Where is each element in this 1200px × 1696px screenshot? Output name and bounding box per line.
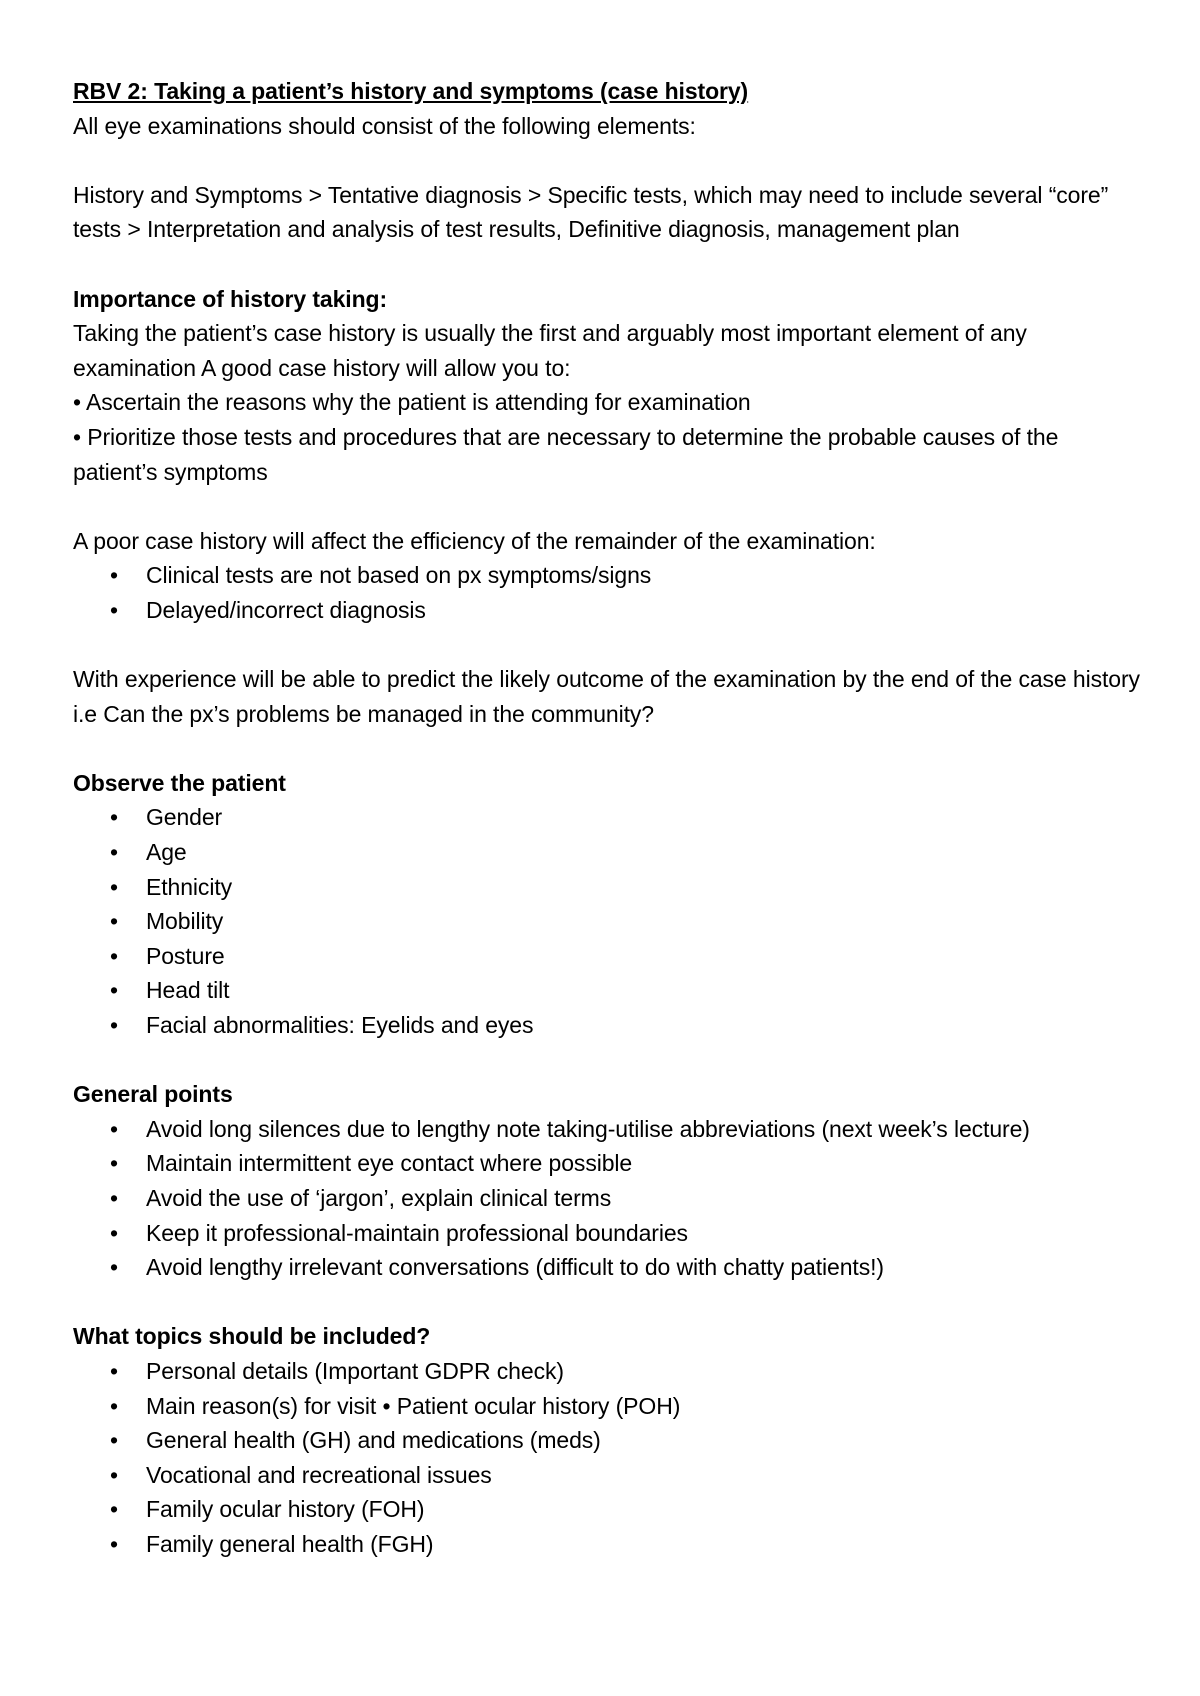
poor-history-list <box>73 558 1143 627</box>
list-item: • Personal details (Important GDPR check) <box>73 1354 1143 1389</box>
document-page <box>73 74 1143 1562</box>
intro-text: All eye examinations should consist of the following elements: <box>73 112 696 139</box>
spacer <box>73 1043 1143 1078</box>
list-item: • Delayed/incorrect diagnosis <box>73 593 1143 628</box>
list-item: • Family general health (FGH) <box>73 1527 1143 1562</box>
document-title: RBV 2: Taking a patient’s history and symptoms (case history) <box>73 78 749 104</box>
list-item: • Gender <box>73 800 1143 835</box>
experience-text: With experience will be able to predict the likely outcome of the examination by the end of the case history i.e Can the px’s problems be managed in the community? <box>73 666 1140 727</box>
spacer <box>73 247 1143 282</box>
general-points-heading: General points <box>73 1081 233 1108</box>
list-item: • Ethnicity <box>73 870 1143 905</box>
list-item: • Age <box>73 835 1143 870</box>
list-item: • Family ocular history (FOH) <box>73 1492 1143 1527</box>
list-item: • Mobility <box>73 904 1143 939</box>
importance-bullet: • Prioritize those tests and procedures that are necessary to determine the probable causes of the patient’s symptoms <box>73 423 1059 485</box>
observe-list <box>73 800 1143 1042</box>
list-item: • Posture <box>73 939 1143 974</box>
poor-history-text: A poor case history will affect the efficiency of the remainder of the examination: <box>73 527 876 554</box>
importance-heading: Importance of history taking: <box>73 285 388 312</box>
observe-heading: Observe the patient <box>73 769 286 796</box>
list-item: • Clinical tests are not based on px symptoms/signs <box>73 558 1143 593</box>
list-item: • Avoid the use of ‘jargon’, explain clinical terms <box>73 1181 1143 1216</box>
spacer <box>73 628 1143 663</box>
list-item: • Avoid long silences due to lengthy note taking-utilise abbreviations (next week’s lecture) <box>73 1112 1143 1147</box>
spacer <box>73 489 1143 524</box>
list-item: • Main reason(s) for visit • Patient ocular history (POH) <box>73 1389 1143 1424</box>
list-item: • Maintain intermittent eye contact where possible <box>73 1146 1143 1181</box>
list-item: • Facial abnormalities: Eyelids and eyes <box>73 1008 1143 1043</box>
list-item: • Avoid lengthy irrelevant conversations (difficult to do with chatty patients!) <box>73 1250 1143 1285</box>
spacer <box>73 1285 1143 1320</box>
list-item: • General health (GH) and medications (meds) <box>73 1423 1143 1458</box>
list-item: • Vocational and recreational issues <box>73 1458 1143 1493</box>
importance-text: Taking the patient’s case history is usually the first and arguably most important element of any examination A good case history will allow you to: <box>73 320 1027 381</box>
topics-list <box>73 1354 1143 1562</box>
general-points-list <box>73 1112 1143 1285</box>
importance-bullet: • Ascertain the reasons why the patient is attending for examination <box>73 389 751 416</box>
spacer <box>73 143 1143 178</box>
list-item: • Head tilt <box>73 973 1143 1008</box>
list-item: • Keep it professional-maintain professional boundaries <box>73 1216 1143 1251</box>
topics-heading: What topics should be included? <box>73 1323 431 1350</box>
spacer <box>73 731 1143 766</box>
examination-flow: History and Symptoms > Tentative diagnosis > Specific tests, which may need to include several “core” tests > Interpretation and analysis of test results, Definitive diagnosis, management plan <box>73 181 1109 243</box>
